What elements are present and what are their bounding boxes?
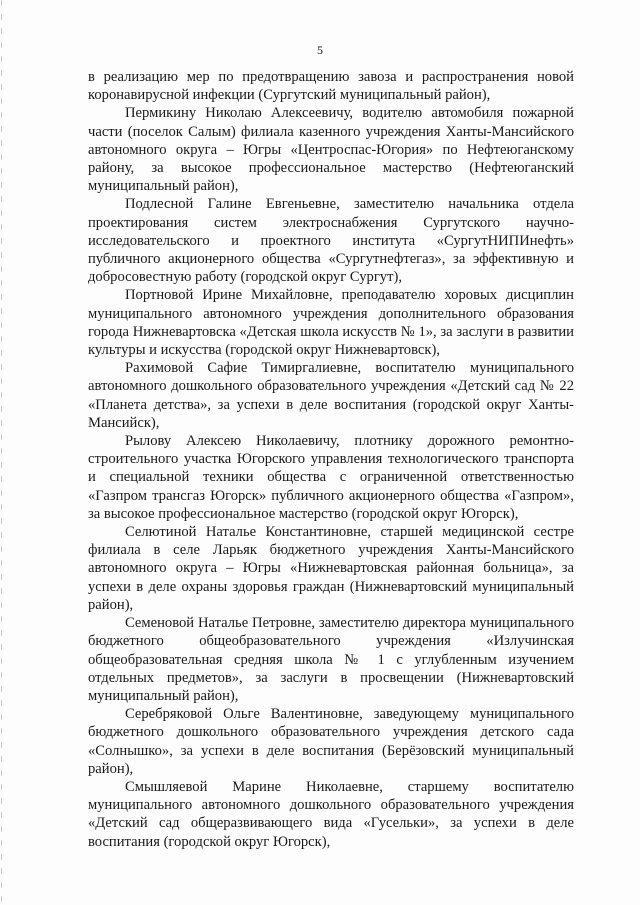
paragraph-continuation: в реализацию мер по предотвращению завоза и распространения новой коронавирусной инфекции (Сургутский муниципальный район),: [88, 69, 574, 104]
paragraph-smyshlyaeva: Смышляевой Марине Николаевне, старшему воспитателю муниципального автономного дошкольного образовательного учреждения «Детский сад общеразвивающего вида «Гусельки», за успехи в деле воспитания (городской округ Югорск),: [88, 778, 574, 850]
paragraph-permikin: Пермикину Николаю Алексеевичу, водителю автомобиля пожарной части (поселок Салым) филиала казенного учреждения Ханты-Мансийского автономного округа – Югры «Центроспас-Югория» по Нефтеюганскому району, за высокое профессиональное мастерство (Нефтеюганский муниципальный район),: [88, 105, 574, 195]
paragraph-rakhimova: Рахимовой Сафие Тимиргалиевне, воспитателю муниципального автономного дошкольного образовательного учреждения «Детский сад № 22 «Планета детства», за успехи в деле воспитания (городской округ Ханты-Мансийск),: [88, 360, 574, 431]
paragraph-selyutina: Селютиной Наталье Константиновне, старшей медицинской сестре филиала в селе Ларьяк бюджетного учреждения Ханты-Мансийского автономного округа – Югры «Нижневартовская районная больница», за успехи в деле охраны здоровья граждан (Нижневартовский муниципальный район),: [88, 524, 574, 613]
page-number: 5: [317, 43, 323, 57]
paragraph-rylov: Рылову Алексею Николаевичу, плотнику дорожного ремонтно-строительного участка Югорского управления технологического транспорта и специальной техники общества с ограниченной ответственностью «Газпром трансгаз Югорск» публичного акционерного общества «Газпром», за высокое профессиональное мастерство (городской округ Югорск),: [88, 433, 574, 522]
paragraph-podlesnaya: Подлесной Галине Евгеньевне, заместителю начальника отдела проектирования систем электроснабжения Сургутского научно-исследовательского и проектного института «СургутНИПИнефть» публичного акционерного общества «Сургутнефтегаз», за эффективную и добросовестную работу (городской округ Сургут),: [88, 196, 574, 286]
paragraph-portnova: Портновой Ирине Михайловне, преподавателю хоровых дисциплин муниципального автономного учреждения дополнительного образования города Нижневартовска «Детская школа искусств № 1», за заслуги в развитии культуры и искусства (городской округ Нижневартовск),: [88, 287, 574, 359]
body-text: [88, 68, 574, 851]
paragraph-semenova: Семеновой Наталье Петровне, заместителю директора муниципального бюджетного общеобразовательного учреждения «Излучинская общеобразовательная средняя школа № 1 с углубленным изучением отдельных предметов», за заслуги в просвещении (Нижневартовский муниципальный район),: [88, 615, 574, 704]
paragraph-serebryakova: Серебряковой Ольге Валентиновне, заведующему муниципального бюджетного дошкольного образовательного учреждения детского сада «Солнышко», за успехи в деле воспитания (Берёзовский муниципальный район),: [88, 706, 574, 777]
scan-edge: [1, 0, 2, 905]
